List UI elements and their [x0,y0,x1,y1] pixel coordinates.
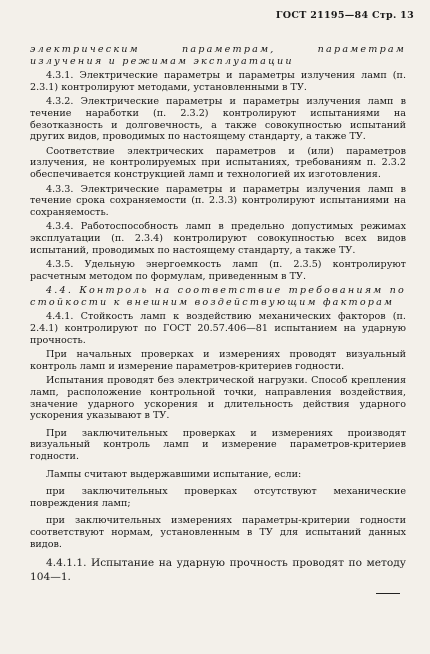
paragraph-conformance: Соответствие электрических параметров и (или) параметров излучения, не контролируемых при испытаниях, требованиям п. 2.3.2 обеспечивается конструкцией ламп и технологией их изготовления. [30,145,406,180]
paragraph-pass-criteria: Лампы считают выдержавшими испытание, если: [46,468,302,480]
paragraph-4-4-1: 4.4.1. Стойкость ламп к воздействию механических факторов (п. 2.4.1) контролируют по ГОСТ 20.57.406—81 испытанием на ударную прочность. [30,311,406,346]
paragraph-final-checks: При заключительных проверках и измерениях производят визуальный контроль ламп и измерение параметров-критериев годности. [30,427,406,462]
paragraph-initial-checks: При начальных проверках и измерениях проводят визуальный контроль ламп и измерение параметров-критериев годности. [30,349,406,372]
paragraph-section-title-cont: электрическим параметрам, параметрам излучения и режимам эксплуатации [30,44,406,67]
paragraph-test-conditions: Испытания проводят без электрической нагрузки. Способ крепления ламп, расположение контрольной точки, направления воздействия, значение ударного ускорения и длительность действия ударного ускорения указывают в ТУ. [30,375,406,422]
page-header: ГОСТ 21195—84 Стр. 13 [275,10,414,21]
paragraph-4-3-2: 4.3.2. Электрические параметры и параметры излучения ламп в течение наработки (п. 2.3.2) контролируют испытаниями на безотказность и долговечность, а также совокупностью испытаний других видов, проводимых по настоящему стандарту, а также ТУ. [30,96,406,143]
paragraph-4-3-4: 4.3.4. Работоспособность ламп в предельно допустимых режимах эксплуатации (п. 2.3.4) контролируют совокупностью всех видов испытаний, проводимых по настоящему стандарту, а также ТУ. [30,221,406,256]
paragraph-no-damage: при заключительных проверках отсутствуют механические повреждения ламп; [30,486,406,509]
paragraph-4-4-heading: 4.4. Контроль на соответствие требованиям по стойкости к внешним воздействующим факторам [30,285,406,308]
paragraph-4-4-1-1: 4.4.1.1. Испытание на ударную прочность проводят по методу 104—1. [30,557,406,584]
paragraph-params-ok: при заключительных измерениях параметры-критерии годности соответствуют нормам, установленным в ТУ для испытаний данных видов. [30,515,406,550]
paragraph-4-3-1: 4.3.1. Электрические параметры и параметры излучения ламп (п. 2.3.1) контролируют методами, установленными в ТУ. [30,70,406,93]
paragraph-4-3-3: 4.3.3. Электрические параметры и параметры излучения ламп в течение срока сохраняемости (п. 2.3.3) контролируют испытаниями на сохраняемость. [30,183,406,218]
document-body [30,44,406,587]
paragraph-4-3-5: 4.3.5. Удельную энергоемкость ламп (п. 2.3.5) контролируют расчетным методом по формулам, приведенным в ТУ. [30,259,406,282]
margin-mark [376,593,400,594]
